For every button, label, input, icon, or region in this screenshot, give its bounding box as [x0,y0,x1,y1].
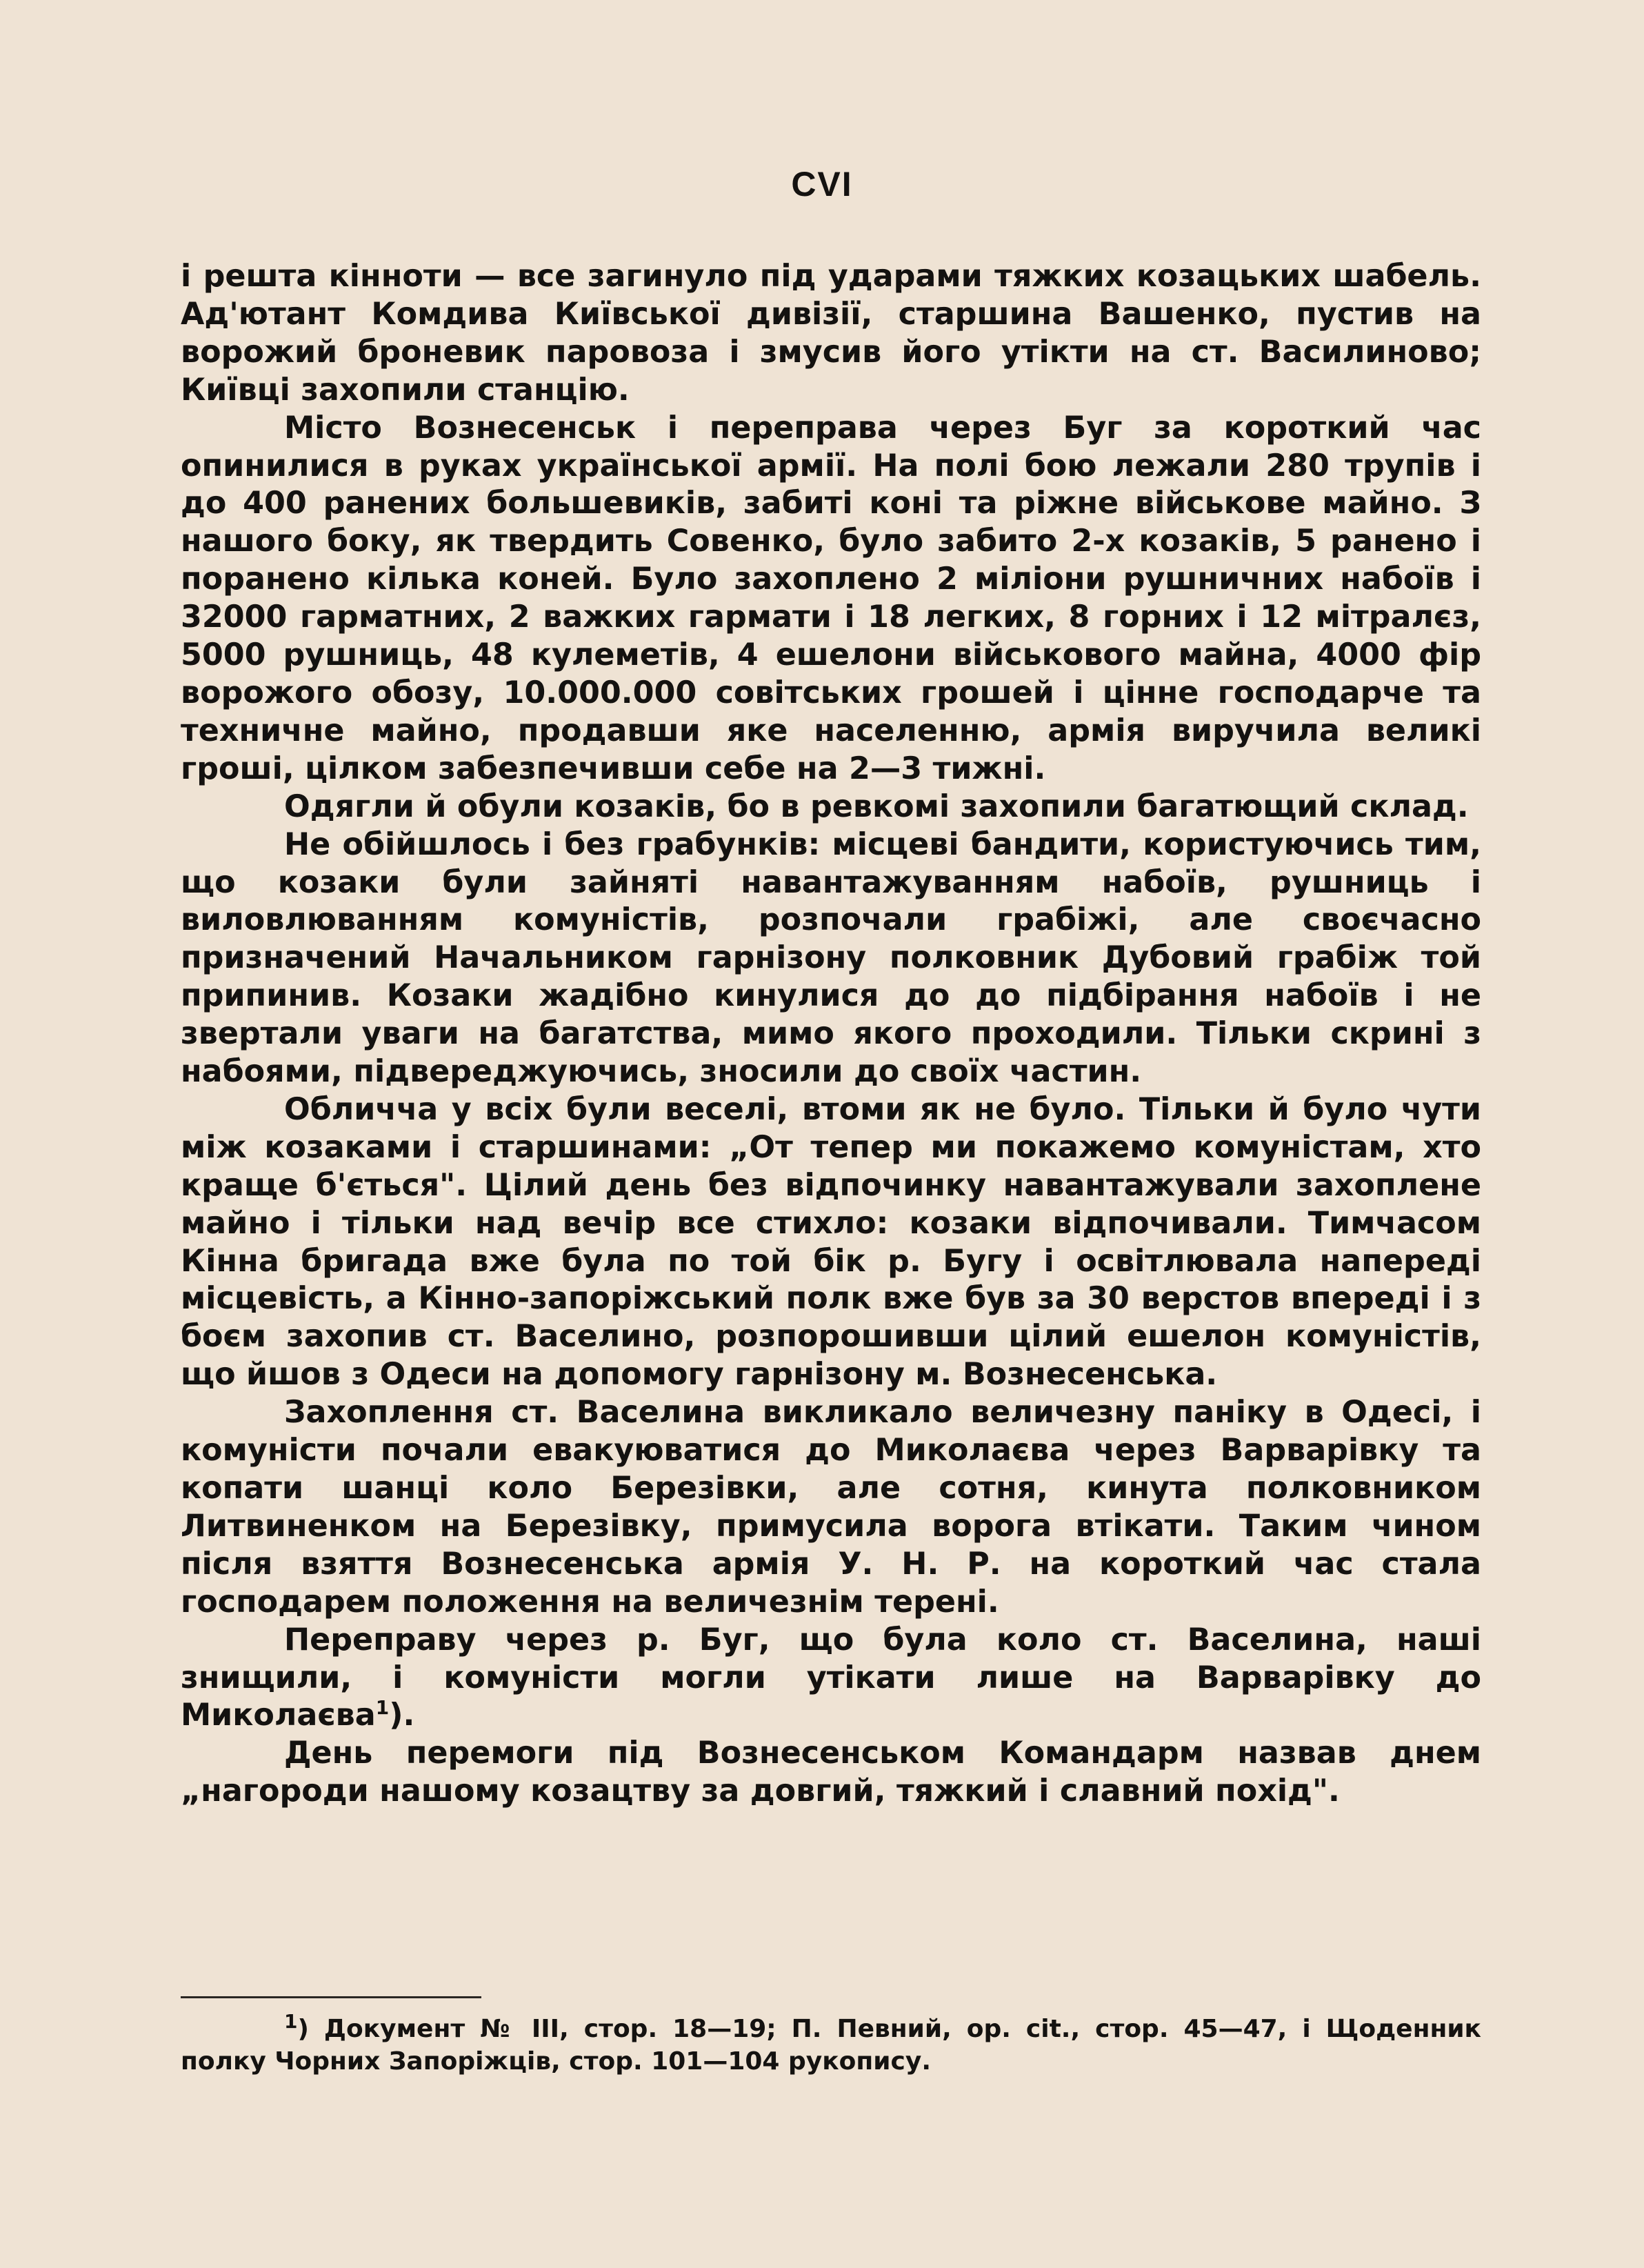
paragraph-4-text: Не обійшлось і без грабунків: місцеві бандити, користуючись тим, що козаки були зайняті навантажуванням набоїв, рушниць і виловлюванням комуністів, розпочали грабіжі, але своєчасно призначений Начальником гарнізону полковник Дубовий грабіж той припинив. Козаки жадібно кинулися до до підбірання набоїв і не звертали уваги на багатства, мимо якого проходили. Тільки скрині з набоями, підвереджуючись, зносили до своїх частин. [181,826,1481,1090]
footnote-mark: 1 [284,2010,298,2033]
footnote-divider [181,1996,481,1998]
paragraph-7 [181,1622,1481,1735]
paragraph-2 [181,410,1481,788]
paragraph-1-text: і решта кінноти — все загинуло під ударами тяжких козацьких шабель. Ад'ютант Комдива Київської дивізії, старшина Вашенко, пустив на ворожий броневик паровоза і змусив його утікти на ст. Василиново; Київці захопили станцію. [181,259,1481,408]
paragraph-3 [181,788,1481,826]
paragraph-3-text: Одягли й обули козаків, бо в ревкомі захопили багатющий склад. [284,788,1469,824]
paragraph-6 [181,1394,1481,1621]
paragraph-4 [181,826,1481,1091]
paragraph-6-text: Захоплення ст. Васелина викликало величезну паніку в Одесі, і комуністи почали евакуюватися до Миколаєва через Варварівку та копати шанці коло Березівки, але сотня, кинута полковником Литвиненком на Березівку, примусила ворога втікати. Таким чином після взяття Вознесенська армія У. Н. Р. на короткий час стала господарем положення на величезнім терені. [181,1395,1481,1620]
body-text [181,258,1481,1811]
paragraph-7-text: Переправу через р. Буг, що була коло ст. Васелина, наші знищили, і комуністи могли утікати лише на Варварівку до Миколаєва [181,1622,1481,1733]
footnote-reference: 1 [375,1696,390,1720]
paragraph-8-text: День перемоги під Вознесенськом Командарм назвав днем „нагороди нашому козацтву за довгий, тяжкий і славний похід". [181,1735,1481,1809]
footnote [181,2010,1481,2078]
paragraph-1 [181,258,1481,410]
paragraph-5 [181,1091,1481,1394]
paragraph-8 [181,1735,1481,1811]
page-number: CVI [791,165,853,203]
paragraph-2-text: Місто Вознесенськ і переправа через Буг за короткий час опинилися в руках української армії. На полі бою лежали 280 трупів і до 400 ранених большевиків, забиті коні та ріжне військове майно. З нашого боку, як твердить Совенко, було забито 2-х козаків, 5 ранено і поранено кілька коней. Було захоплено 2 міліони рушничних набоїв і 32000 гарматних, 2 важких гармати і 18 легких, 8 горних і 12 мітралєз, 5000 рушниць, 48 кулеметів, 4 ешелони військового майна, 4000 фір ворожого обозу, 10.000.000 совітських грошей і цінне господарче та техничне майно, продавши яке населенню, армія виручила великі гроші, цілком забезпечивши себе на 2—3 тижні. [181,410,1481,786]
paragraph-5-text: Обличча у всіх були веселі, втоми як не було. Тільки й було чути між козаками і старшинами: „От тепер ми покажемо комуністам, хто краще б'ється". Цілий день без відпочинку навантажували захоплене майно і тільки над вечір все стихло: козаки відпочивали. Тимчасом Кінна бригада вже була по той бік р. Бугу і освітлювала напереді місцевість, а Кінно-запоріжський полк вже був за 30 верстов впереді і з боєм захопив ст. Васелино, розпорошивши цілий ешелон комуністів, що йшов з Одеси на допомогу гарнізону м. Вознесенська. [181,1091,1481,1393]
footnote-text: ) Документ № III, стор. 18—19; П. Певний, ор. cit., стор. 45—47, і Щоденник полку Чорних Запоріжців, стор. 101—104 рукопису. [181,2015,1481,2076]
paragraph-7-text-after: ). [389,1698,415,1733]
